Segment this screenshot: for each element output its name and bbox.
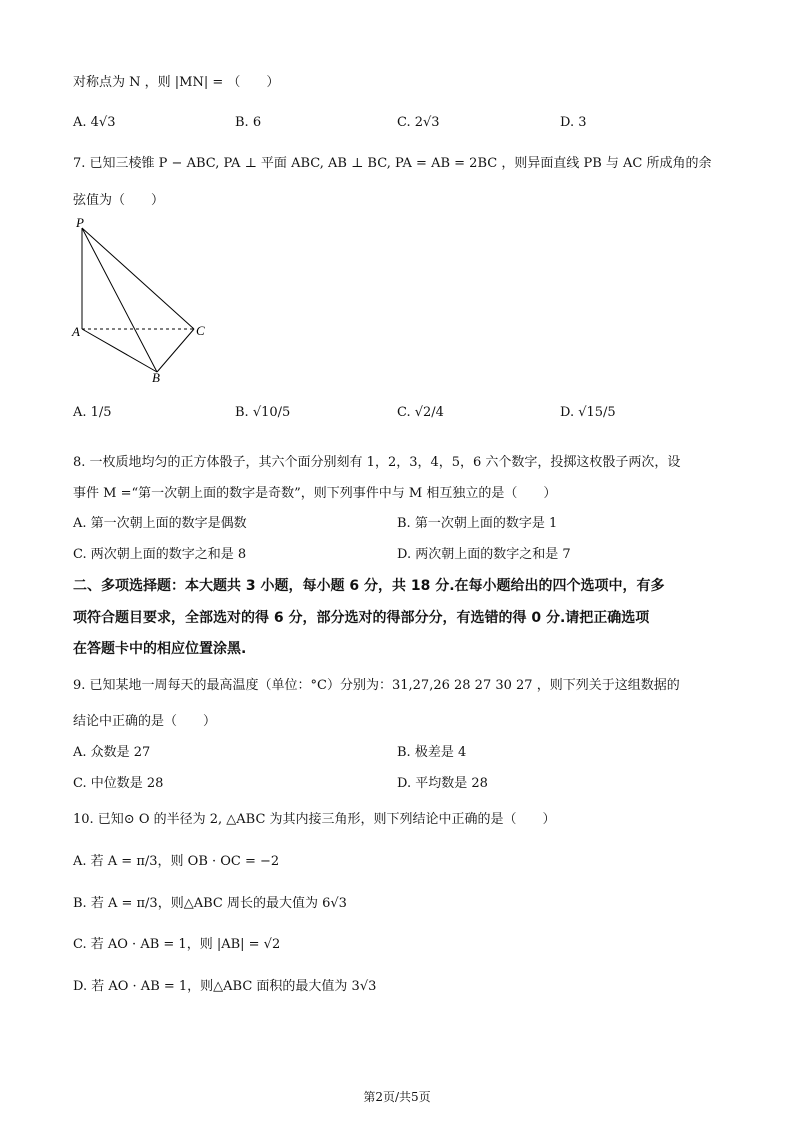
- label-p: P: [76, 215, 84, 230]
- q7-stem-line2: 弦值为（ ）: [73, 193, 165, 208]
- edge-bc: [157, 329, 194, 372]
- label-a: A: [72, 324, 80, 339]
- page-footer: 第2页/共5页: [363, 1090, 431, 1104]
- q8-option-c[interactable]: C. 两次朝上面的数字之和是 8: [73, 547, 247, 562]
- q6-option-a[interactable]: A. 4√3: [73, 115, 116, 130]
- q7-option-d[interactable]: D. √15/5: [560, 405, 616, 420]
- q8-stem-line2: 事件 M =“第一次朝上面的数字是奇数”，则下列事件中与 M 相互独立的是（ ）: [73, 486, 557, 501]
- q8-option-b[interactable]: B. 第一次朝上面的数字是 1: [397, 516, 558, 531]
- q10-option-d[interactable]: D. 若 AO · AB = 1，则△ABC 面积的最大值为 3√3: [73, 979, 377, 994]
- edge-pc: [82, 228, 194, 329]
- q9-option-d[interactable]: D. 平均数是 28: [397, 776, 488, 791]
- label-b: B: [152, 370, 160, 385]
- q8-option-d[interactable]: D. 两次朝上面的数字之和是 7: [397, 547, 571, 562]
- q8-stem-line1: 8. 一枚质地均匀的正方体骰子，其六个面分别刻有 1，2，3，4，5，6 六个数字，投掷这枚骰子两次，设: [73, 455, 681, 470]
- label-c: C: [196, 323, 205, 338]
- q6-stem-tail: 对称点为 N ，则 |MN| = （ ）: [73, 75, 280, 90]
- q6-option-c[interactable]: C. 2√3: [397, 115, 440, 130]
- tetrahedron-figure: [70, 215, 220, 385]
- q9-option-c[interactable]: C. 中位数是 28: [73, 776, 164, 791]
- section2-heading-line3: 在答题卡中的相应位置涂黑.: [73, 641, 247, 657]
- q7-option-c[interactable]: C. √2/4: [397, 405, 444, 420]
- q7-option-b[interactable]: B. √10/5: [235, 405, 291, 420]
- q10-option-a[interactable]: A. 若 A = π/3，则 OB · OC = −2: [73, 854, 280, 869]
- section2-heading-line1: 二、多项选择题：本大题共 3 小题，每小题 6 分，共 18 分.在每小题给出的四个选项中，有多: [73, 578, 665, 594]
- section2-heading-line2: 项符合题目要求，全部选对的得 6 分，部分选对的得部分分，有选错的得 0 分.请把正确选项: [73, 610, 650, 626]
- q7-option-a[interactable]: A. 1/5: [73, 405, 112, 420]
- q9-stem-line2: 结论中正确的是（ ）: [73, 714, 217, 729]
- q9-option-a[interactable]: A. 众数是 27: [73, 745, 151, 760]
- q9-option-b[interactable]: B. 极差是 4: [397, 745, 467, 760]
- q9-stem-line1: 9. 已知某地一周每天的最高温度（单位：°C）分别为：31,27,26 28 27 30 27 ，则下列关于这组数据的: [73, 678, 680, 693]
- q10-option-b[interactable]: B. 若 A = π/3，则△ABC 周长的最大值为 6√3: [73, 896, 347, 911]
- q8-option-a[interactable]: A. 第一次朝上面的数字是偶数: [73, 516, 247, 531]
- q7-stem-line1: 7. 已知三棱锥 P − ABC, PA ⊥ 平面 ABC, AB ⊥ BC, PA = AB = 2BC ，则异面直线 PB 与 AC 所成角的余: [73, 156, 712, 171]
- q10-option-c[interactable]: C. 若 AO · AB = 1，则 |AB| = √2: [73, 937, 281, 952]
- q10-stem: 10. 已知⊙ O 的半径为 2, △ABC 为其内接三角形，则下列结论中正确的是（ ）: [73, 812, 556, 827]
- q6-option-d[interactable]: D. 3: [560, 115, 587, 130]
- q6-option-b[interactable]: B. 6: [235, 115, 262, 130]
